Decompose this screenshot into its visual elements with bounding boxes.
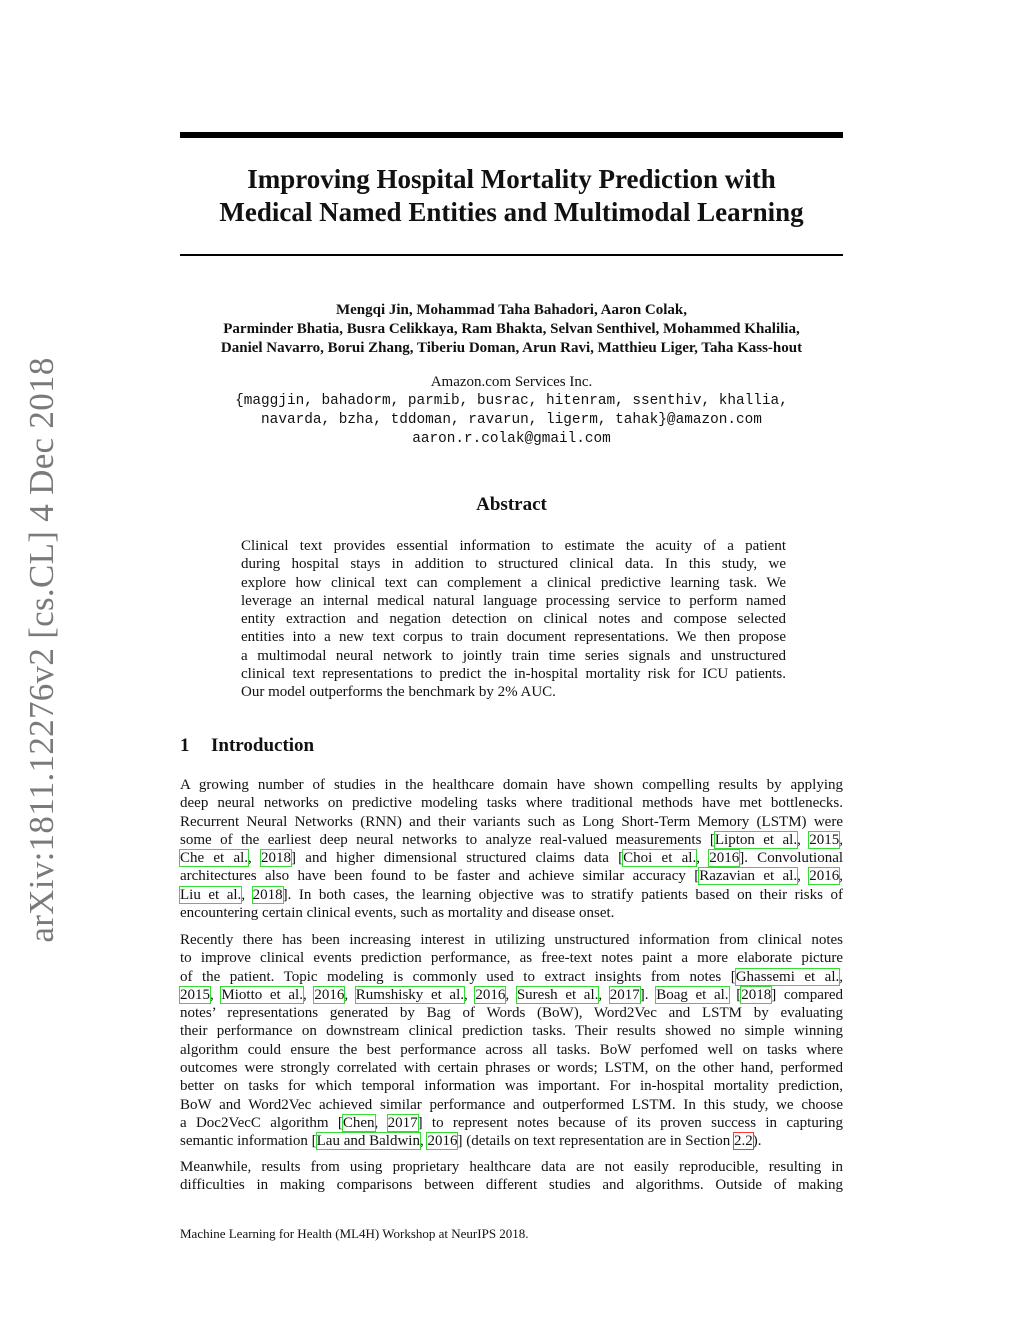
abstract-line: entities into a new text corpus to train document representations. We then propose [241,629,786,646]
citation-link[interactable]: Suresh et al. [516,986,599,1003]
arxiv-identifier: arXiv:1811.12276v2 [cs.CL] 4 Dec 2018 [22,357,61,943]
author-list [150,301,873,358]
citation-link[interactable]: Chen [342,1114,375,1131]
citation-link[interactable]: Razavian et al. [699,868,798,885]
section-title: Introduction [211,735,315,756]
abstract-body [241,537,786,702]
citation-link[interactable]: Choi et al. [623,850,697,867]
text-run: some of the earliest deep neural networks to analyze real-valued measurements [ [180,831,715,848]
section-number: 1 [180,735,190,756]
citation-link[interactable]: 2015 [809,831,840,848]
citation-link[interactable]: 2016 [314,986,345,1003]
citation-link[interactable]: Ghassemi et al. [735,968,840,985]
title-line-1: Improving Hospital Mortality Prediction with [247,164,776,194]
paragraph-line: semantic information [Lau and Baldwin, 2016] (details on text representation are in Section 2.2). [180,1133,762,1150]
text-run: of the patient. Topic modeling is commonly used to extract insights from notes [ [180,968,736,985]
paragraph-line: some of the earliest deep neural networks to analyze real-valued measurements [Lipton et al., 2015, [180,831,844,848]
text-run: ]. Convolutional [739,850,844,867]
citation-link[interactable]: Miotto et al. [221,986,303,1003]
abstract-heading: Abstract [476,494,547,515]
paragraph-line: architectures also have been found to be faster and achieve similar accuracy [Razavian et al., 2016, [180,868,843,885]
email-line-3: aaron.r.colak@gmail.com [412,431,611,447]
intro-paragraph-2 [180,931,843,1151]
email-line-1: {maggjin, bahadorm, parmib, busrac, hitenram, ssenthiv, khallia, [235,393,788,409]
citation-link[interactable]: Che et al. [180,850,249,867]
paragraph-line: Recently there has been increasing interest in utilizing unstructured information from clinical notes [180,932,843,948]
text-run: ] (details on text representation are in Section [457,1133,735,1150]
paragraph-line: notes’ representations generated by Bag of Words (BoW), Word2Vec and LSTM by evaluating [180,1005,843,1022]
text-run: ). [752,1133,762,1150]
abstract-line: explore how clinical text can complement a clinical predictive learning task. We [241,574,786,591]
paragraph-line: Meanwhile, results from using proprietary healthcare data are not easily reproducible, resulting in [180,1159,843,1175]
title-line-2: Medical Named Entities and Multimodal Learning [219,197,804,227]
title-rule-top [180,132,843,138]
arxiv-sidebar [12,357,72,943]
citation-link[interactable]: Boag et al. [656,986,729,1003]
intro-paragraph-1 [180,776,843,922]
intro-paragraph-3 [180,1158,843,1195]
paragraph-line: encountering certain clinical events, such as mortality and disease onset. [180,905,615,922]
paragraph-line: of the patient. Topic modeling is commonly used to extract insights from notes [Ghassemi et al., [180,968,844,985]
paragraph-line: better on tasks for which temporal information was important. For in-hospital mortality prediction, [180,1078,843,1095]
citation-link[interactable]: 2018 [741,986,772,1003]
text-run: ] to represent notes because of its proven success in capturing [417,1114,844,1131]
paragraph-line: A growing number of studies in the healthcare domain have shown compelling results by applying [180,777,843,793]
citation-link[interactable]: Lau and Baldwin [316,1133,420,1150]
authors-line-2: Parminder Bhatia, Busra Celikkaya, Ram Bhakta, Selvan Senthivel, Mohammed Khalilia, [223,321,800,337]
citation-link[interactable]: 2016 [475,986,506,1003]
paragraph-line: to improve clinical events prediction performance, as free-text notes paint a more elaborate picture [180,950,843,967]
abstract-line: Clinical text provides essential information to estimate the acuity of a patient [241,538,786,554]
paper-title [180,163,843,229]
abstract-line: clinical text representations to predict the in-hospital mortality risk for ICU patients. [241,666,786,683]
paragraph-line: Che et al., 2018] and higher dimensional structured claims data [Choi et al., 2016]. Convolutional [180,850,844,867]
abstract-line: during hospital stays in addition to structured clinical data. In this study, we [241,556,786,573]
citation-link[interactable]: Rumshisky et al. [355,986,465,1003]
paragraph-line: algorithm could ensure the best performance across all tasks. BoW perfomed well on tasks where [180,1041,843,1058]
citation-link[interactable]: 2016 [709,850,740,867]
citation-link[interactable]: Lipton et al. [714,831,798,848]
paragraph-line: outcomes were strongly correlated with certain phrases or words; LSTM, on the other hand, performed [180,1060,843,1077]
paragraph-line: a Doc2VecC algorithm [Chen, 2017] to represent notes because of its proven success in capturing [180,1114,844,1131]
paragraph-line: 2015, Miotto et al., 2016, Rumshisky et al., 2016, Suresh et al., 2017]. Boag et al. [2018] compared [180,986,844,1003]
citation-link[interactable]: 2018 [252,886,283,903]
footnote: Machine Learning for Health (ML4H) Workshop at NeurIPS 2018. [180,1226,529,1241]
text-run: a Doc2VecC algorithm [ [180,1114,343,1131]
abstract-line: leverage an internal medical natural language processing service to perform named [241,592,786,609]
paragraph-line: their performance on downstream clinical prediction tasks. Their results showed no simple winning [180,1023,843,1040]
section-reference-link[interactable]: 2.2 [734,1133,753,1150]
title-rule-bottom [180,254,843,256]
text-run: ] and higher dimensional structured claims data [ [291,850,624,867]
paragraph-line: Recurrent Neural Networks (RNN) and their variants such as Long Short-Term Memory (LSTM) were [180,813,843,830]
affiliation-org: Amazon.com Services Inc. [430,374,593,390]
affiliation [150,373,873,449]
text-run: ]. In both cases, the learning objective was to stratify patients based on their risks of [282,886,844,903]
citation-link[interactable]: 2015 [180,986,210,1003]
paragraph-line: BoW and Word2Vec achieved similar performance and outperformed LSTM. In this study, we choose [180,1096,843,1113]
citation-link[interactable]: 2018 [261,850,292,867]
text-run: ] compared [771,986,844,1003]
paragraph-line: Liu et al., 2018]. In both cases, the learning objective was to stratify patients based on their risks of [180,886,844,903]
citation-link[interactable]: 2016 [809,868,840,885]
citation-link[interactable]: 2016 [427,1133,458,1150]
paragraph-line: deep neural networks on predictive modeling tasks where traditional methods have met bottlenecks. [180,795,843,812]
citation-link[interactable]: Liu et al. [180,886,242,903]
abstract-line: entity extraction and negation detection on clinical notes and compose selected [241,611,786,628]
authors-line-1: Mengqi Jin, Mohammad Taha Bahadori, Aaron Colak, [335,302,688,318]
text-run: semantic information [ [180,1133,317,1150]
text-run: architectures also have been found to be faster and achieve similar accuracy [ [180,868,700,885]
paragraph-line: difficulties in making comparisons between different studies and algorithms. Outside of making [180,1177,843,1194]
authors-line-3: Daniel Navarro, Borui Zhang, Tiberiu Doman, Arun Ravi, Matthieu Liger, Taha Kass-hout [220,340,803,356]
section-heading-introduction [180,735,314,757]
citation-link[interactable]: 2017 [387,1114,418,1131]
abstract-line: a multimodal neural network to jointly train time series signals and unstructured [241,647,786,664]
abstract-line: Our model outperforms the benchmark by 2% AUC. [241,684,556,701]
email-line-2: navarda, bzha, tddoman, ravarun, ligerm, tahak}@amazon.com [261,412,762,428]
citation-link[interactable]: 2017 [609,986,640,1003]
